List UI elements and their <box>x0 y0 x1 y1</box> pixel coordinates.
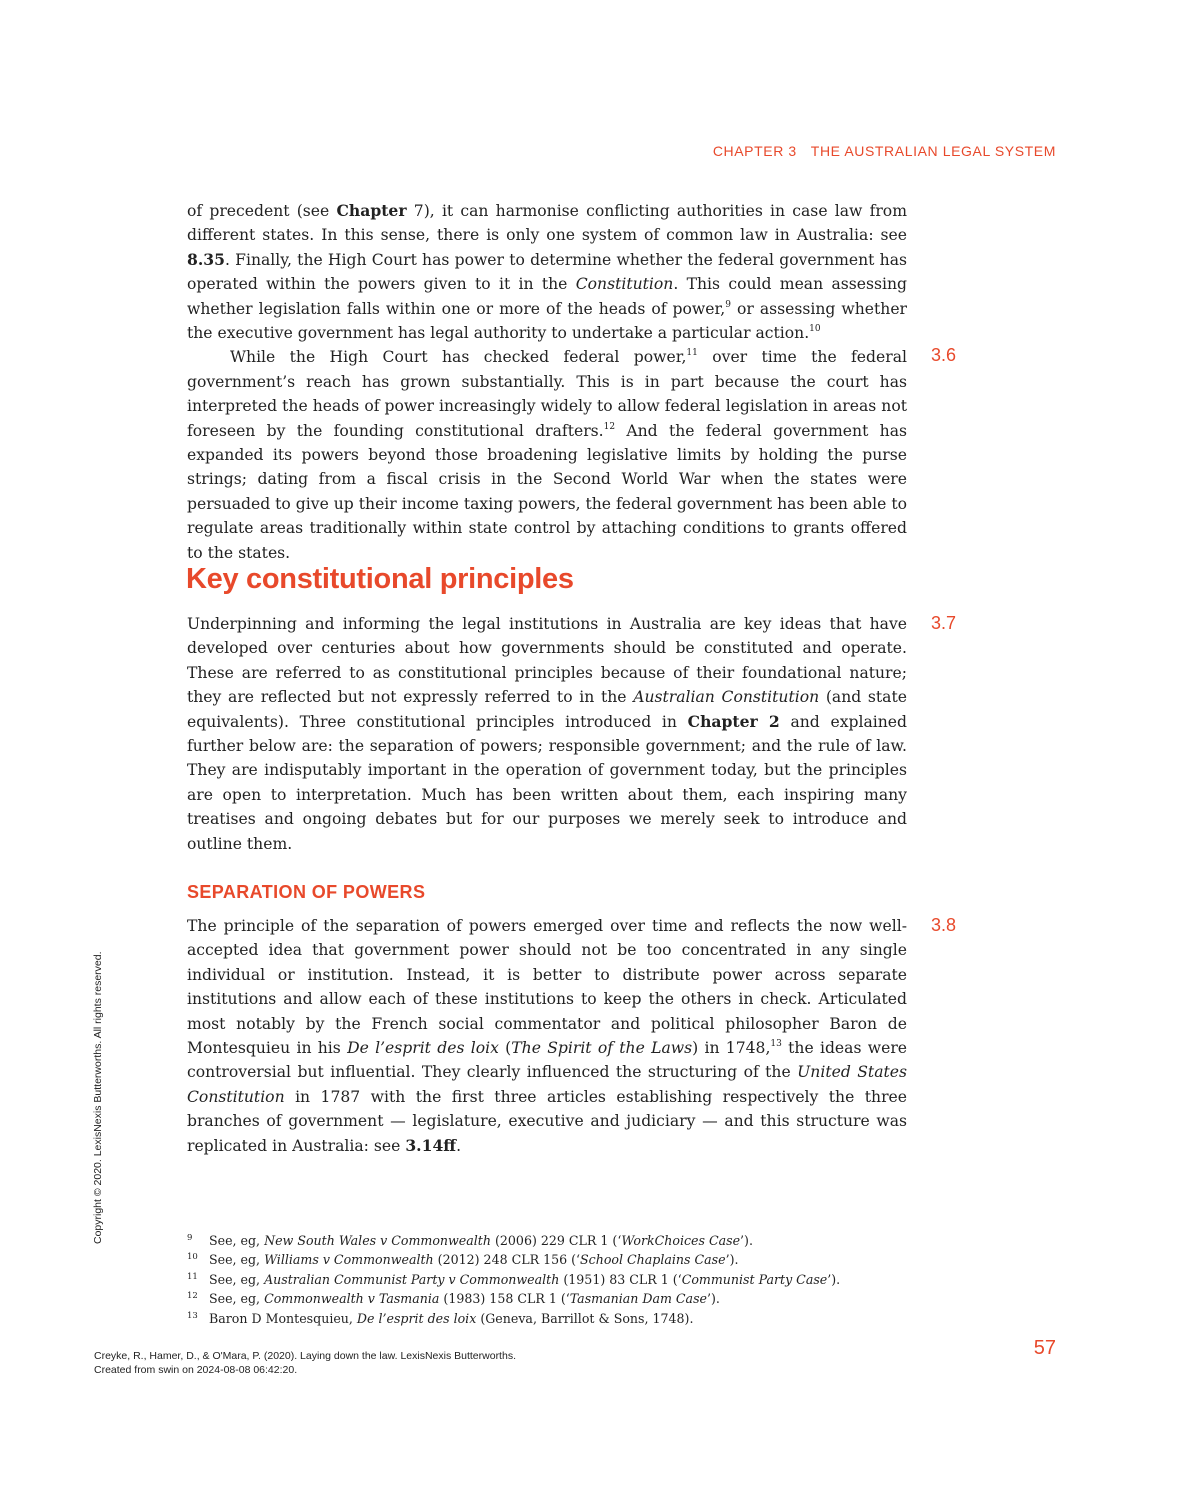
paragraph-3-8 <box>187 914 907 1158</box>
footnote: 12 See, eg, Commonwealth v Tasmania (1983) 158 CLR 1 (‘Tasmanian Dam Case’). <box>187 1291 720 1307</box>
footnote-ref: 12 <box>603 421 616 432</box>
citation <box>94 1350 516 1377</box>
text: of precedent (see <box>187 202 337 220</box>
emphasis: The Spirit of the Laws <box>511 1039 693 1058</box>
text: See, eg, <box>209 1291 265 1307</box>
text: See, eg, <box>209 1233 265 1248</box>
text: (2012) 248 CLR 156 (‘ <box>433 1252 581 1268</box>
section-heading: Key constitutional principles <box>186 563 574 595</box>
citation-line: Creyke, R., Hamer, D., & O'Mara, P. (2020). Laying down the law. LexisNexis Butterworths. <box>94 1350 516 1362</box>
short-name: Tasmanian Dam Case <box>569 1291 707 1307</box>
text: . <box>456 1136 462 1155</box>
text: ( <box>498 1039 512 1058</box>
chapter-label: CHAPTER 3 <box>712 143 797 159</box>
footnote-ref: 9 <box>725 299 731 310</box>
paragraph-3-7 <box>187 612 907 856</box>
case-name: Williams v Commonwealth <box>264 1252 434 1268</box>
paragraph-continuation <box>187 199 907 565</box>
paragraph-number: 3.8 <box>931 915 957 935</box>
chapter-ref: Chapter <box>336 201 407 220</box>
emphasis: Australian Constitution <box>633 688 820 707</box>
footnote: 9 See, eg, New South Wales v Commonwealth (2006) 229 CLR 1 (‘WorkChoices Case’). <box>187 1233 753 1248</box>
footnote-ref: 13 <box>770 1039 782 1050</box>
copyright-notice: Copyright © 2020. LexisNexis Butterworths. All rights reserved. <box>92 951 104 1244</box>
footnotes <box>187 1231 927 1328</box>
text: (1951) 83 CLR 1 (‘ <box>559 1271 682 1287</box>
case-name: Commonwealth v Tasmania <box>264 1291 440 1307</box>
text: While the High Court has checked federal power, <box>230 348 687 367</box>
case-name: New South Wales v Commonwealth <box>264 1233 491 1248</box>
footnote: 10 See, eg, Williams v Commonwealth (2012) 248 CLR 156 (‘School Chaplains Case’). <box>187 1252 739 1268</box>
paragraph-number: 3.6 <box>931 345 957 365</box>
text: (2006) 229 CLR 1 (‘ <box>490 1233 622 1248</box>
citation-line: Created from swin on 2024-08-08 06:42:20. <box>94 1363 298 1376</box>
page-number: 57 <box>1033 1337 1056 1359</box>
footnote-ref: 11 <box>686 348 698 359</box>
footnote: 13 Baron D Montesquieu, De l’esprit des loix (Geneva, Barrillot & Sons, 1748). <box>187 1310 694 1326</box>
emphasis: De l’esprit des loix <box>347 1039 499 1058</box>
text: ’). <box>725 1252 739 1268</box>
short-name: WorkChoices Case <box>621 1233 741 1248</box>
text: the ideas were controversial but influential. They clearly influenced the structuring of the <box>187 1039 907 1082</box>
subsection-heading: SEPARATION OF POWERS <box>187 882 426 902</box>
text: And the federal government has expanded its powers beyond those broadening legislative limits by holding the purse strings; dating from a fiscal crisis in the Second World War when the states were persuaded to give up their income taxing powers, the federal government has been able to regulate areas traditionally within state control by attaching conditions to grants offered to the states. <box>187 421 907 562</box>
chapter-ref: Chapter 2 <box>687 711 780 731</box>
chapter-title: THE AUSTRALIAN LEGAL SYSTEM <box>810 143 1056 159</box>
text: (Geneva, Barrillot & Sons, 1748). <box>476 1310 694 1326</box>
para-ref: 3.14ff <box>405 1135 457 1155</box>
book-title: De l’esprit des loix <box>356 1310 477 1326</box>
short-name: Communist Party Case <box>681 1271 828 1287</box>
text: ’). <box>827 1271 841 1287</box>
paragraph-number: 3.7 <box>931 613 957 633</box>
emphasis: Constitution <box>575 275 674 294</box>
text: and explained further below are: the separation of powers; responsible government; and the rule of law. They are indisputably important in the operation of government today, but the principles are open to interpretation. Much has been written about them, each inspiring many treatises and ongoing debates but for our purposes we merely seek to introduce and outline them. <box>187 712 907 853</box>
emphasis: United States Constitution <box>187 1063 907 1106</box>
text: over time the federal government’s reach has grown substantially. This is in part because the court has interpreted the heads of power increasingly widely to allow federal legislation in areas not foreseen by the founding constitutional drafters. <box>187 348 907 440</box>
text: in 1787 with the first three articles establishing respectively the three branches of government — legislature, executive and judiciary — and this structure was replicated in Australia: see <box>187 1087 907 1155</box>
footnote: 11 See, eg, Australian Communist Party v Commonwealth (1951) 83 CLR 1 (‘Communist Party Case’). <box>187 1271 841 1287</box>
text: (1983) 158 CLR 1 (‘ <box>439 1291 570 1307</box>
para-ref: 8.35 <box>187 249 225 269</box>
text: ’). <box>706 1291 720 1307</box>
text: Baron D Montesquieu, <box>209 1310 357 1326</box>
footnote-ref: 10 <box>809 324 821 335</box>
text: See, eg, <box>209 1252 265 1268</box>
short-name: School Chaplains Case <box>580 1252 726 1268</box>
text: ’). <box>740 1233 753 1248</box>
text: or assessing whether the executive government has legal authority to undertake a particular action. <box>187 299 907 343</box>
text: 7), it can harmonise conflicting authorities in case law from different states. In this sense, there is only one system of common law in Australia: see <box>187 202 907 245</box>
text: . Finally, the High Court has power to determine whether the federal government has operated within the powers given to it in the <box>187 250 907 294</box>
text: . This could mean assessing whether legislation falls within one or more of the heads of power, <box>187 275 907 318</box>
text: Underpinning and informing the legal institutions in Australia are key ideas that have developed over centuries about how governments should be constituted and operate. These are referred to as constitutional principles because of their foundational nature; they are reflected but not expressly referred to in the <box>187 615 907 707</box>
text: ) in 1748, <box>692 1039 771 1058</box>
text: (and state equivalents). Three constitutional principles introduced in <box>187 688 907 731</box>
text: See, eg, <box>209 1271 265 1287</box>
paragraph-3-6 <box>187 345 907 565</box>
text: The principle of the separation of powers emerged over time and reflects the now well-accepted idea that government power should not be too concentrated in any single individual or institution. Instead, it is better to distribute power across separate institutions and allow each of these institutions to keep the others in check. Articulated most notably by the French social commentator and political philosopher Baron de Montesquieu in his <box>187 917 907 1058</box>
case-name: Australian Communist Party v Commonwealth <box>264 1271 560 1287</box>
running-header <box>560 143 1056 159</box>
